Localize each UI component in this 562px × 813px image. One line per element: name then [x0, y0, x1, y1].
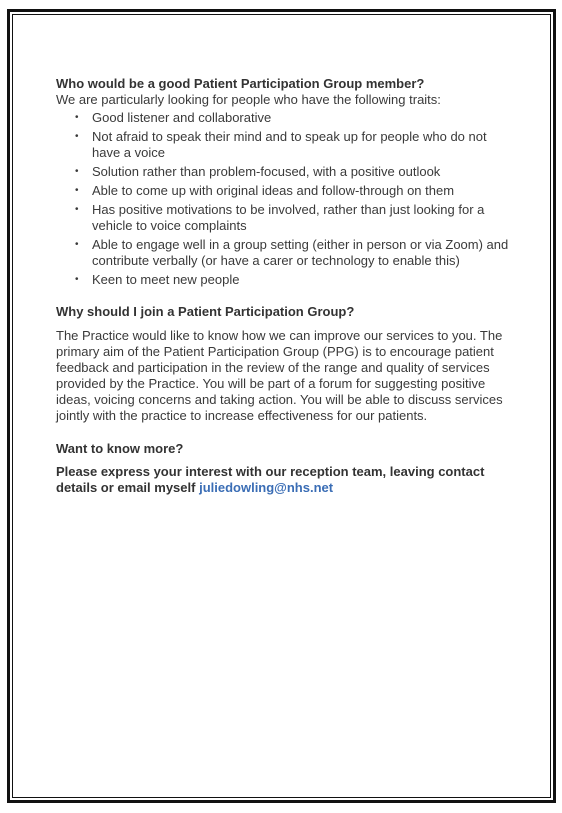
- trait-item: [56, 110, 511, 126]
- bullet-icon: •: [75, 112, 79, 123]
- section-know-more: [56, 441, 511, 496]
- trait-text: Good listener and collaborative: [92, 110, 272, 125]
- trait-text: Has positive motivations to be involved, rather than just looking for a vehicle to voice complaints: [92, 202, 485, 233]
- bullet-icon: •: [75, 131, 79, 142]
- section-good-member: [56, 76, 511, 288]
- email-link[interactable]: juliedowling@nhs.net: [199, 480, 334, 495]
- trait-item: [56, 202, 511, 234]
- section-heading-good-member: Who would be a good Patient Participation Group member?: [56, 76, 425, 91]
- document-content: [56, 76, 511, 496]
- traits-list: [56, 110, 511, 288]
- bullet-icon: •: [75, 185, 79, 196]
- trait-text: Solution rather than problem-focused, with a positive outlook: [92, 164, 441, 179]
- contact-text: Please express your interest with our reception team, leaving contact details or email myself: [56, 464, 485, 495]
- bullet-icon: •: [75, 274, 79, 285]
- section-why-join: [56, 304, 511, 424]
- trait-text: Able to come up with original ideas and follow-through on them: [92, 183, 455, 198]
- bullet-icon: •: [75, 166, 79, 177]
- section-heading-why-join: Why should I join a Patient Participation Group?: [56, 304, 355, 319]
- trait-item: [56, 129, 511, 161]
- bullet-icon: •: [75, 239, 79, 250]
- trait-item: [56, 237, 511, 269]
- trait-item: [56, 272, 511, 288]
- know-more-body: [56, 464, 511, 496]
- trait-text: Able to engage well in a group setting (either in person or via Zoom) and contribute verbally (or have a carer or technology to enable this): [92, 237, 509, 268]
- bullet-icon: •: [75, 204, 79, 215]
- section-heading-know-more: Want to know more?: [56, 441, 184, 456]
- traits-intro: We are particularly looking for people who have the following traits:: [56, 92, 441, 107]
- trait-text: Keen to meet new people: [92, 272, 240, 287]
- trait-text: Not afraid to speak their mind and to speak up for people who do not have a voice: [92, 129, 487, 160]
- trait-item: [56, 164, 511, 180]
- trait-item: [56, 183, 511, 199]
- why-join-body: The Practice would like to know how we can improve our services to you. The primary aim of the Patient Participation Group (PPG) is to encourage patient feedback and participation in the review of the range and quality of services provided by the Practice. You will be part of a forum for suggesting positive ideas, voicing concerns and taking action. You will be able to discuss services jointly with the practice to increase effectiveness for our patients.: [56, 328, 503, 423]
